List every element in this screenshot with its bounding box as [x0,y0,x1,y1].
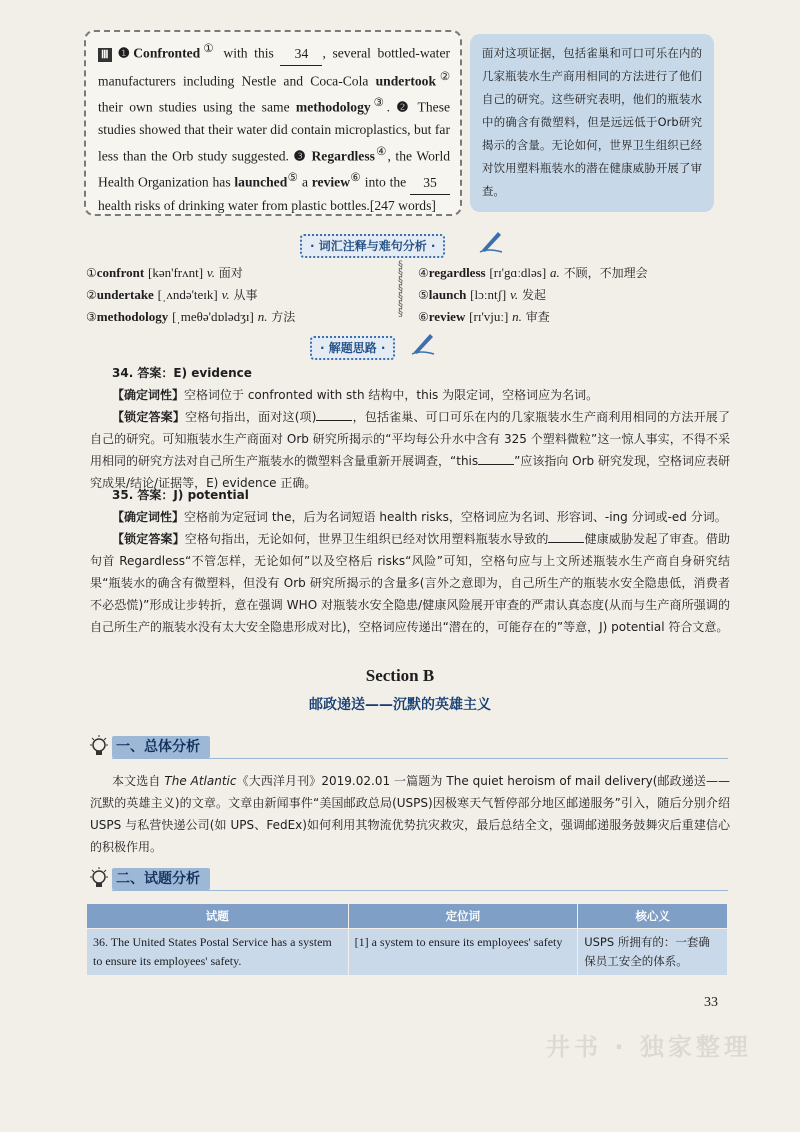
paragraph-marker: Ⅲ [98,48,112,62]
passage-text: with this [216,45,281,61]
keyword: Confronted [133,45,201,61]
translation-box: 面对这项证据，包括雀巢和可口可乐在内的几家瓶装水生产商用相同的方法进行了他们自己的研究。这些研究表明，他们的瓶装水中的确含有微塑料，但是远远低于Orb研究揭示的含量。无论如何，世界卫生组织已经对饮用塑料瓶装水的潜在健康威胁开展了审查。 [470,34,714,212]
sentence-number: ❷ [396,99,412,115]
lightbulb-icon [88,867,110,891]
vocab-item: ④regardless [rɪ'gɑːdləs] a. 不顾，不加理会 [418,265,648,280]
section-subtitle: 邮政递送——沉默的英雄主义 [309,697,491,713]
blank-34: 34 [280,43,322,66]
passage-text: health risks of drinking water from plastic bottles.[247 words] [98,197,436,213]
answer-35-block [90,484,730,638]
passage-text: These studies showed that their water did contain microplastics, but far less than the Orb study suggested. [98,99,451,164]
vocab-item: ⑥review [rɪ'vjuː] n. 审查 [418,309,550,324]
footnote-mark: ⑥ [350,172,361,185]
section-title: Section B [365,666,435,685]
answer-34-block [90,362,730,494]
column-header: 核心义 [578,904,728,929]
footnote-mark: ① [200,43,217,55]
table-header-row [87,904,728,929]
vocab-list-right [418,262,648,328]
vocab-section-label: · 词汇注释与难句分析 · [300,234,445,258]
core-meaning-cell: USPS 所拥有的：一套确保员工安全的体系。 [578,929,728,976]
passage-text: into the [360,174,410,190]
vocab-item: ①confront [kən'frʌnt] v. 面对 [86,265,243,280]
overall-analysis-text: 本文选自 The Atlantic《大西洋月刊》2019.02.01 一篇题为 The quiet heroism of mail delivery(邮政递送——沉默的英雄主义)的文章。文章由新闻事件“美国邮政总局(USPS)因极寒天气暂停部分地区邮递服务”引入，随后分别介绍 USPS 与私营快递公司(如 UPS、FedEx)如何利用其物流优势抗灾救灾，最后总结全文，强调邮递服务鼓舞灾后重建信心的积极作用。 [90,774,730,854]
page-number: 33 [704,995,718,1010]
keyword: methodology [295,99,371,115]
passage-text: , the World Health Organization has [98,148,451,190]
vocab-list-left [86,262,295,328]
vocab-item: ⑤launch [lɔːntʃ] v. 发起 [418,287,546,302]
footnote-mark: ③ [370,97,387,110]
footnote-mark: ④ [374,145,388,158]
passage-text: a [298,174,312,190]
footnote-mark: ⑤ [287,172,299,185]
answer-35-pos: 【确定词性】空格前为定冠词 the，后为名词短语 health risks，空格词应为名词、形容词、-ing 分词或-ed 分词。 [112,510,727,524]
lightbulb-icon [88,735,110,759]
pen-icon [410,330,436,356]
question-cell: 36. The United States Postal Service has a system to ensure its employees' safety. [87,929,349,976]
answer-35: 35. 答案：J) potential [112,488,249,502]
question-table [86,903,728,976]
divider: § § § § § § § [398,260,403,319]
keyword: Regardless [311,148,375,164]
vocab-item: ②undertake [ˌʌndə'teɪk] v. 从事 [86,287,258,302]
keyword: review [311,174,351,190]
answer-34-reason: 【锁定答案】空格句指出，面对这(项) ，包括雀巢、可口可乐在内的几家瓶装水生产商利用相同的方法开展了自己的研究。可知瓶装水生产商面对 Orb 研究所揭示的“平均每公升水中含有 325 个塑料微粒”这一惊人事实，不得不采用相同的研究方法对自己所生产瓶装水的微塑料含量重新开展调查，“this ”应该指向 Orb 研究发现，空格词应表研究成果/结论/证据等，E) evidence 正确。 [90,410,730,490]
keyword: launched [234,174,288,190]
pen-icon [478,228,504,254]
answer-34-pos: 【确定词性】空格词位于 confronted with sth 结构中，this 为限定词，空格词应为名词。 [112,388,599,402]
overall-analysis-heading: 一、总体分析 [88,735,728,759]
passage-text: . [386,99,397,115]
blank-35: 35 [410,172,450,195]
table-row [87,929,728,976]
question-analysis-heading: 二、试题分析 [88,867,728,891]
footnote-mark: ② [436,70,451,83]
column-header: 试题 [87,904,349,929]
passage-text: their own studies using the same [98,99,296,115]
passage-text: , several bottled-water manufacturers including Nestle and Coca-Cola [98,45,451,89]
watermark: 井书 · 独家整理 [546,1033,752,1061]
answer-34: 34. 答案：E) evidence [112,366,252,380]
vocab-item: ③methodology [ˌmeθə'dɒlədʒɪ] n. 方法 [86,309,296,324]
passage-box [84,30,462,216]
sentence-number: ❶ [114,45,134,61]
solution-section-label: · 解题思路 · [310,336,395,360]
locator-cell: [1] a system to ensure its employees' safety [348,929,578,976]
answer-35-reason: 【锁定答案】空格句指出，无论如何，世界卫生组织已经对饮用塑料瓶装水导致的 健康威胁发起了审查。借助句首 Regardless“不管怎样，无论如何”以及空格后 risks“风险”可知，空格句应与上文所述瓶装水生产商自身研究结果“瓶装水的确含有微塑料，但没有 Orb 研究所揭示的含量多(言外之意即为，自己所生产的瓶装水安全隐患低，消费者不必恐慌)”形成让步转折，意在强调 WHO 对瓶装水安全隐患/健康风险展开审查的严肃认真态度(从而与生产商所强调的自己所生产的瓶装水没有太大安全隐患形成对比)，空格词应传递出“潜在的，可能存在的”等意，J) potential 符合文意。 [90,532,730,634]
sentence-number: ❸ [293,148,307,164]
column-header: 定位词 [348,904,578,929]
keyword: undertook [375,73,437,89]
